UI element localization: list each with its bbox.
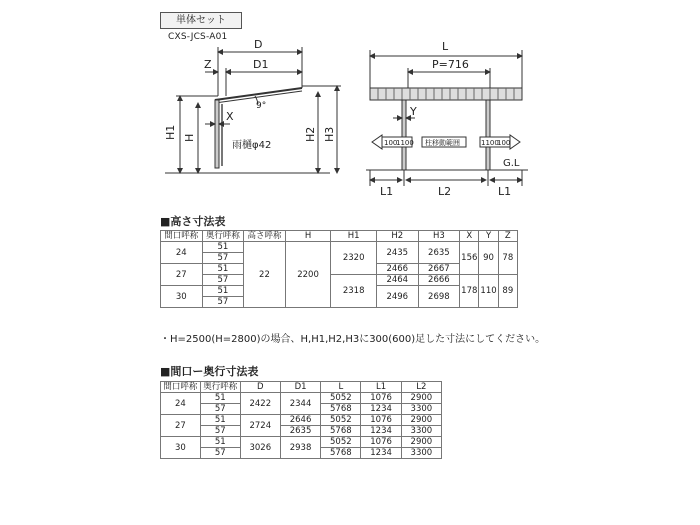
col-H2: H2 [376,231,418,242]
cell: 1234 [361,426,401,437]
col-L: L [321,382,361,393]
cell: 30 [161,437,201,459]
cell: 2466 [376,264,418,275]
col-Y: Y [479,231,498,242]
col-frontage: 間口呼称 [161,231,203,242]
cell: 57 [202,253,244,264]
cell: 2422 [240,393,280,415]
table-row [161,242,518,253]
cell: 1234 [361,404,401,415]
label-1100-right: 1100 [481,139,499,147]
col-D1: D1 [280,382,320,393]
cell: 1076 [361,415,401,426]
cell: 51 [200,415,240,426]
table-header-row [161,231,518,242]
note-text: ・H=2500(H=2800)の場合、H,H1,H2,H3に300(600)足した寸法にしてください。 [160,334,546,345]
cell: 51 [202,286,244,297]
width-table [160,381,442,459]
cell: 5052 [321,393,361,404]
width-table-title: ■間口ー奥行寸法表 [160,365,259,378]
cell: 2646 [280,415,320,426]
cell: 2900 [401,393,441,404]
cell: 57 [200,404,240,415]
cell: 78 [498,242,517,275]
table-row [161,393,442,404]
label-H3: H3 [323,126,336,142]
cell: 22 [244,242,286,308]
col-height-name: 高さ呼称 [244,231,286,242]
cell: 2318 [331,275,377,308]
cell: 178 [460,275,479,308]
label-L: L [442,40,449,53]
table-row [161,415,442,426]
cell: 27 [161,415,201,437]
label-L2: L2 [438,185,452,198]
col-H3: H3 [418,231,460,242]
cell: 2635 [418,242,460,264]
cell: 3026 [240,437,280,459]
cell: 30 [161,286,203,308]
label-D1: D1 [253,58,269,71]
cell: 51 [200,393,240,404]
cell: 2635 [280,426,320,437]
cell: 5052 [321,437,361,448]
height-table-title: ■高さ寸法表 [160,215,226,228]
label-GL: G.L [503,158,520,169]
col-D: D [240,382,280,393]
table-row [161,437,442,448]
cell: 2344 [280,393,320,415]
cell: 5768 [321,448,361,459]
label-L1-right: L1 [498,185,512,198]
col-H: H [285,231,331,242]
table-row [161,275,518,286]
cell: 2938 [280,437,320,459]
label-L1-left: L1 [380,185,394,198]
cell: 3300 [401,404,441,415]
label-100-right: 100 [497,139,511,147]
label-H: H [183,133,196,142]
cell: 2900 [401,415,441,426]
cell: 156 [460,242,479,275]
cell: 51 [202,242,244,253]
col-X: X [460,231,479,242]
label-P: P=716 [432,58,469,71]
cell: 24 [161,242,203,264]
cell: 24 [161,393,201,415]
label-gutter: 雨樋φ42 [232,140,272,151]
cell: 5768 [321,404,361,415]
cell: 3300 [401,426,441,437]
table-row [161,426,442,437]
label-move-range: 柱移動範囲 [425,139,460,147]
cell: 5052 [321,415,361,426]
col-L2: L2 [401,382,441,393]
col-depth: 奥行呼称 [202,231,244,242]
cell: 51 [202,264,244,275]
cell: 2200 [285,242,331,308]
label-H1: H1 [164,124,177,140]
dimension-diagrams [0,0,700,215]
label-1100-left: 1100 [396,139,414,147]
label-Z: Z [204,58,212,71]
cell: 110 [479,275,498,308]
cell: 1234 [361,448,401,459]
cell: 2667 [418,264,460,275]
col-frontage: 間口呼称 [161,382,201,393]
model-number: CXS-JCS-A01 [168,32,228,42]
height-table [160,230,518,308]
label-Y: Y [410,105,417,118]
table-header-row [161,382,442,393]
col-L1: L1 [361,382,401,393]
cell: 1076 [361,437,401,448]
cell: 89 [498,275,517,308]
cell: 57 [200,426,240,437]
col-depth: 奥行呼称 [200,382,240,393]
cell: 2496 [376,286,418,308]
label-D: D [254,38,263,51]
cell: 2900 [401,437,441,448]
cell: 57 [202,297,244,308]
cell: 2435 [376,242,418,264]
label-H2: H2 [304,126,317,142]
cell: 2698 [418,286,460,308]
label-angle: 9° [256,101,267,111]
label-100-left: 100 [384,139,398,147]
col-Z: Z [498,231,517,242]
set-type-badge: 単体セット [160,12,242,29]
cell: 51 [200,437,240,448]
cell: 1076 [361,393,401,404]
cell: 3300 [401,448,441,459]
cell: 5768 [321,426,361,437]
cell: 2464 [376,275,418,286]
label-X: X [226,110,234,123]
cell: 2724 [240,415,280,437]
cell: 27 [161,264,203,286]
col-H1: H1 [331,231,377,242]
cell: 2320 [331,242,377,275]
cell: 90 [479,242,498,275]
cell: 57 [200,448,240,459]
cell: 2666 [418,275,460,286]
cell: 57 [202,275,244,286]
